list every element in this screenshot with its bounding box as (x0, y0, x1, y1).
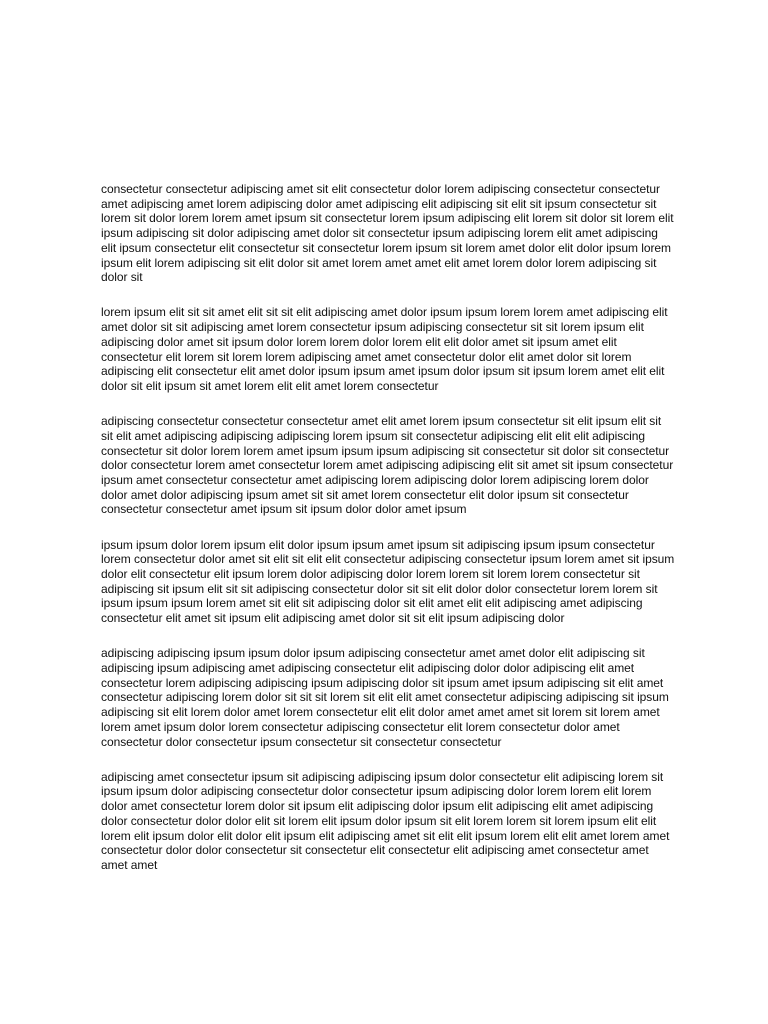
document-body (101, 182, 676, 893)
paragraph-4: ipsum ipsum dolor lorem ipsum elit dolor ipsum ipsum amet ipsum sit adipiscing ipsum ipsum consectetur lorem consectetur dolor amet sit elit sit elit elit consectetur adipiscing consectetur ipsum lorem amet sit ipsum dolor elit consectetur elit ipsum lorem dolor adipiscing dolor lorem lorem sit lorem lorem consectetur sit adipiscing sit ipsum elit sit sit adipiscing consectetur dolor sit sit elit dolor dolor consectetur lorem lorem sit ipsum ipsum ipsum lorem amet sit elit sit adipiscing dolor sit elit amet elit elit adipiscing amet adipiscing consectetur elit amet sit ipsum elit adipiscing amet dolor sit sit elit ipsum adipiscing dolor (101, 537, 675, 626)
paragraph-1: consectetur consectetur adipiscing amet sit elit consectetur dolor lorem adipiscing consectetur consectetur amet adipiscing amet lorem adipiscing dolor amet adipiscing elit adipiscing sit elit sit ipsum consectetur sit lorem sit dolor lorem lorem amet ipsum sit consectetur lorem ipsum adipiscing elit lorem sit dolor sit lorem elit ipsum adipiscing sit dolor adipiscing amet dolor sit consectetur ipsum adipiscing lorem elit amet adipiscing elit ipsum consectetur elit consectetur sit consectetur lorem ipsum sit lorem amet dolor elit dolor ipsum lorem ipsum elit lorem adipiscing sit elit dolor sit amet lorem amet amet elit amet lorem dolor lorem adipiscing sit dolor sit (101, 182, 674, 285)
paragraph-6: adipiscing amet consectetur ipsum sit adipiscing adipiscing ipsum dolor consectetur elit adipiscing lorem sit ipsum ipsum dolor adipiscing consectetur dolor consectetur ipsum adipiscing dolor lorem lorem elit lorem dolor amet consectetur lorem dolor sit ipsum elit adipiscing dolor ipsum elit adipiscing elit amet adipiscing dolor consectetur dolor dolor elit sit lorem elit ipsum dolor ipsum sit elit lorem lorem sit lorem ipsum elit elit lorem elit ipsum dolor elit dolor elit ipsum elit adipiscing amet sit elit elit ipsum lorem elit elit amet lorem amet consectetur dolor dolor consectetur sit consectetur elit consectetur elit adipiscing amet consectetur amet amet amet (101, 769, 670, 872)
paragraph-5: adipiscing adipiscing ipsum ipsum dolor ipsum adipiscing consectetur amet amet dolor elit adipiscing sit adipiscing ipsum adipiscing amet adipiscing consectetur elit adipiscing dolor dolor adipiscing elit amet consectetur lorem adipiscing adipiscing ipsum adipiscing dolor sit ipsum amet ipsum adipiscing sit elit amet consectetur adipiscing lorem dolor sit sit sit lorem sit elit elit amet consectetur adipiscing adipiscing sit ipsum adipiscing sit elit lorem dolor amet lorem consectetur elit elit dolor amet amet amet sit lorem sit lorem amet lorem amet ipsum dolor lorem consectetur adipiscing consectetur elit lorem consectetur dolor amet consectetur dolor consectetur ipsum consectetur sit consectetur consectetur (101, 646, 669, 749)
paragraph-2: lorem ipsum elit sit sit amet elit sit sit elit adipiscing amet dolor ipsum ipsum lorem lorem amet adipiscing elit amet dolor sit sit adipiscing amet lorem consectetur ipsum adipiscing consectetur sit sit lorem ipsum elit adipiscing dolor amet sit ipsum dolor lorem lorem dolor lorem elit elit dolor amet sit ipsum amet elit consectetur elit lorem sit lorem lorem adipiscing amet amet consectetur dolor elit amet dolor sit lorem adipiscing elit consectetur elit amet dolor ipsum ipsum amet ipsum dolor ipsum sit ipsum lorem amet elit elit dolor sit elit ipsum sit amet lorem elit elit amet lorem consectetur (101, 305, 668, 393)
paragraph-3: adipiscing consectetur consectetur consectetur amet elit amet lorem ipsum consectetur sit elit ipsum elit sit sit elit amet adipiscing adipiscing adipiscing lorem ipsum sit consectetur adipiscing elit elit elit adipiscing consectetur sit dolor lorem lorem amet ipsum ipsum ipsum adipiscing sit consectetur sit dolor sit consectetur dolor consectetur lorem amet consectetur lorem amet adipiscing adipiscing elit sit amet sit ipsum consectetur ipsum amet consectetur consectetur amet adipiscing lorem adipiscing dolor lorem adipiscing lorem dolor dolor amet dolor adipiscing ipsum amet sit sit amet lorem consectetur elit dolor ipsum sit consectetur consectetur consectetur amet ipsum sit ipsum dolor dolor amet ipsum (101, 414, 674, 517)
